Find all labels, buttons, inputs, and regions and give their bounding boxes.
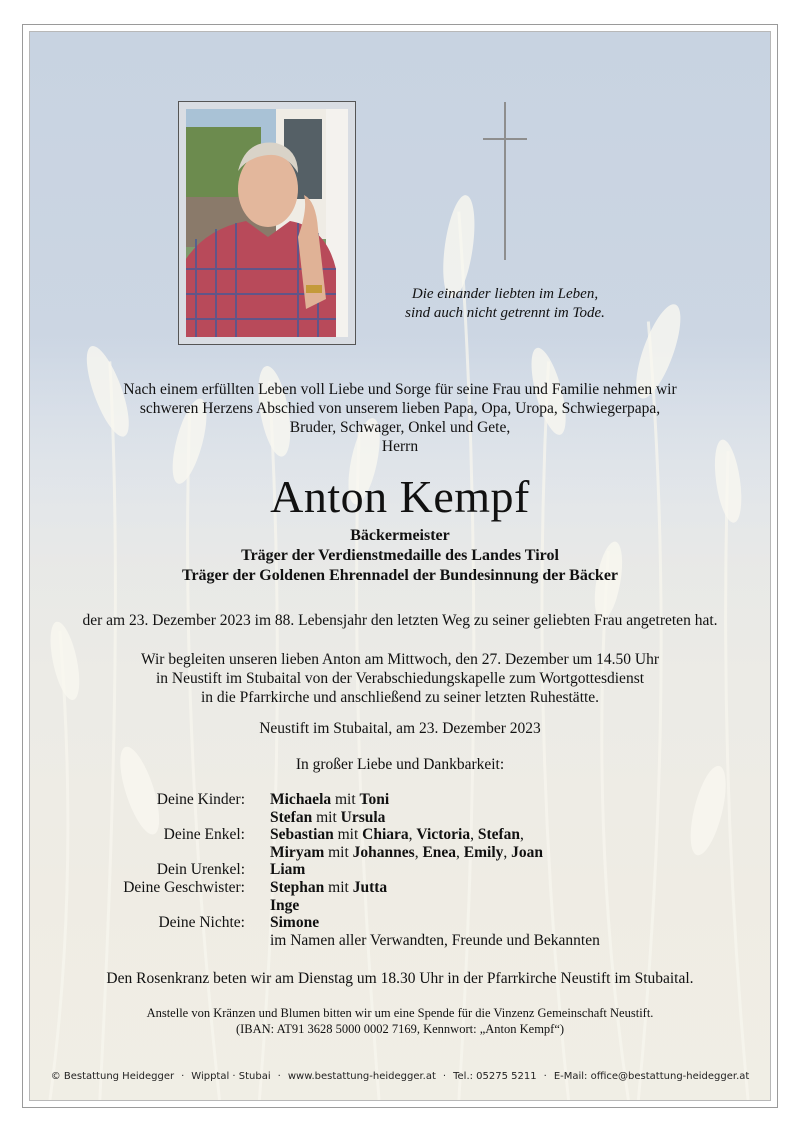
- person-name: Stefan: [477, 826, 521, 844]
- motto-line-1: Die einander liebten im Leben,: [411, 286, 599, 302]
- footer-phone: Tel.: 05275 5211: [453, 1071, 537, 1082]
- gratitude-line: In großer Liebe und Dankbarkeit:: [295, 756, 505, 773]
- person-name: Miryam: [270, 843, 325, 861]
- geschwister-names-1: [270, 879, 740, 897]
- mourner-row: [60, 809, 740, 827]
- person-name: Victoria: [416, 826, 471, 844]
- place-date: Neustift im Stubaital, am 23. Dezember 2023: [259, 720, 541, 737]
- intro-text: [70, 380, 730, 456]
- connector: mit: [328, 878, 349, 896]
- donation-line-2: (IBAN: AT91 3628 5000 0002 7169, Kennwort: „Anton Kempf“): [235, 1022, 565, 1036]
- enkel-names-1: Sebastian mit Chiara, Victoria, Stefan,: [270, 826, 524, 844]
- urenkel-label: Dein Urenkel:: [156, 861, 245, 879]
- rosary-note: Den Rosenkranz beten wir am Dienstag um 18.30 Uhr in der Pfarrkirche Neustift im Stubaital.: [106, 970, 694, 987]
- footer-website-link[interactable]: www.bestattung-heidegger.at: [287, 1071, 436, 1082]
- cross-icon: [483, 102, 527, 260]
- geschwister-label: Deine Geschwister:: [123, 878, 245, 896]
- mourner-row: [60, 879, 740, 897]
- person-name: Michaela: [270, 791, 332, 808]
- motto-quote: [360, 285, 650, 323]
- mourner-row: [60, 861, 740, 879]
- intro-line-3: Bruder, Schwager, Onkel und Gete,: [289, 419, 511, 436]
- nichte-label: Deine Nichte:: [158, 914, 245, 932]
- title-3: Träger der Goldenen Ehrennadel der Bundesinnung der Bäcker: [181, 567, 619, 584]
- mourner-row: [60, 791, 740, 809]
- ceremony-line-3: in die Pfarrkirche und anschließend zu seiner letzten Ruhestätte.: [200, 689, 600, 706]
- person-name: Stephan: [270, 878, 325, 896]
- kinder-label: Deine Kinder:: [156, 791, 245, 808]
- person-name: Sebastian: [270, 826, 334, 844]
- person-name: Joan: [511, 843, 544, 861]
- geschwister-names-2: Inge: [270, 896, 300, 914]
- person-name: Enea: [422, 843, 457, 861]
- death-note: der am 23. Dezember 2023 im 88. Lebensjahr den letzten Weg zu seiner geliebten Frau angetreten hat.: [82, 612, 718, 629]
- connector: mit: [328, 843, 349, 861]
- ceremony-line-1: Wir begleiten unseren lieben Anton am Mittwoch, den 27. Dezember um 14.50 Uhr: [140, 651, 660, 668]
- footer-region: Wipptal · Stubai: [191, 1071, 271, 1082]
- footer: [40, 1071, 760, 1082]
- honorary-titles: [60, 526, 740, 586]
- person-name: Emily: [463, 843, 504, 861]
- footer-company: © Bestattung Heidegger: [50, 1071, 175, 1082]
- kinder-names-2: [270, 809, 740, 827]
- mourner-row: [60, 844, 740, 862]
- urenkel-name: Liam: [270, 861, 306, 879]
- nichte-name: Simone: [270, 914, 320, 932]
- enkel-label: Deine Enkel:: [163, 826, 245, 844]
- connector: mit: [335, 791, 356, 808]
- connector: mit: [337, 826, 359, 844]
- intro-line-1: Nach einem erfüllten Leben voll Liebe und Sorge für seine Frau und Familie nehmen wir: [123, 381, 677, 398]
- person-name: Chiara: [362, 826, 409, 844]
- footer-separator: ·: [277, 1071, 281, 1082]
- footer-separator: ·: [543, 1071, 547, 1082]
- connector: mit: [316, 808, 337, 826]
- mourner-row: [60, 932, 740, 950]
- portrait-photo: [186, 109, 348, 337]
- mourner-row: [60, 897, 740, 915]
- ceremony-text: [40, 650, 760, 707]
- donation-line-1: Anstelle von Kränzen und Blumen bitten wir um eine Spende für die Vinzenz Gemeinschaft Neustift.: [146, 1006, 654, 1020]
- ceremony-line-2: in Neustift im Stubaital von der Verabschiedungskapelle zum Wortgottesdienst: [155, 670, 645, 687]
- enkel-names-2: Miryam mit Johannes, Enea, Emily, Joan: [270, 843, 544, 861]
- motto-line-2: sind auch nicht getrennt im Tode.: [405, 305, 605, 321]
- footer-separator: ·: [442, 1071, 447, 1082]
- intro-line-2: schweren Herzens Abschied von unserem lieben Papa, Opa, Uropa, Schwiegerpapa,: [139, 400, 661, 417]
- mourners-list: [60, 791, 740, 949]
- donation-note: [40, 1005, 760, 1037]
- title-1: Bäckermeister: [350, 527, 450, 544]
- deceased-name: Anton Kempf: [270, 471, 530, 522]
- person-name: Johannes: [352, 843, 415, 861]
- footer-separator: ·: [181, 1071, 185, 1082]
- portrait-photo-frame: [178, 101, 356, 345]
- mourner-row: [60, 826, 740, 844]
- title-2: Träger der Verdienstmedaille des Landes Tirol: [241, 547, 559, 564]
- person-name: Jutta: [352, 878, 388, 896]
- person-name: Ursula: [340, 808, 386, 826]
- mourner-row: [60, 914, 740, 932]
- person-name: Toni: [359, 791, 390, 808]
- person-name: Stefan: [270, 808, 313, 826]
- kinder-names-1: [270, 791, 740, 809]
- intro-line-4: Herrn: [381, 438, 419, 455]
- all-relatives: im Namen aller Verwandten, Freunde und Bekannten: [270, 931, 600, 949]
- footer-email-link[interactable]: E-Mail: office@bestattung-heidegger.at: [553, 1071, 750, 1082]
